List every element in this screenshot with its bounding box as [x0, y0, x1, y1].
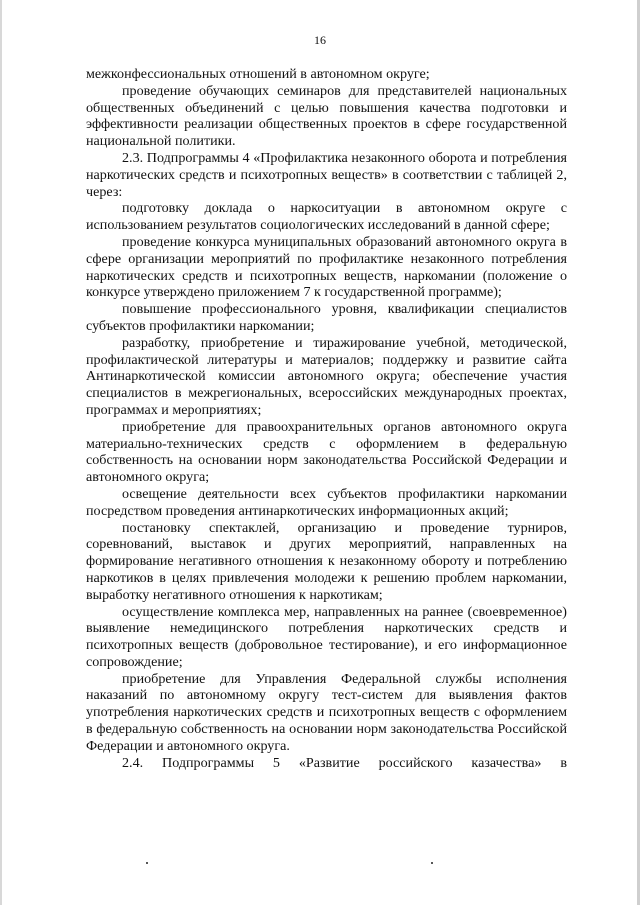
paragraph: приобретение для правоохранительных органов автономного округа материально-технических средств с оформлением в федеральную собственность на основании норм законодательства Российской Федерации и автономного округа; [86, 418, 567, 486]
scan-speck [431, 862, 433, 864]
paragraph: освещение деятельности всех субъектов профилактики наркомании посредством проведения антинаркотических информационных акций; [86, 485, 567, 519]
page-number: 16 [314, 33, 326, 47]
paragraph: подготовку доклада о наркоситуации в автономном округе с использованием результатов социологических исследований в данной сфере; [86, 200, 567, 234]
paragraph: проведение обучающих семинаров для представителей национальных общественных объединений с целью повышения качества подготовки и эффективности реализации общественных проектов в сфере государственной национальной политики. [86, 82, 567, 150]
paragraph: постановку спектаклей, организацию и проведение турниров, соревнований, выставок и других мероприятий, направленных на формирование негативного отношения к незаконному обороту и потреблению наркотиков в целях привлечения молодежи к решению проблем наркомании, выработку негативного отношения к наркотикам; [86, 519, 567, 603]
paragraph: разработку, приобретение и тиражирование учебной, методической, профилактической литературы и материалов; поддержку и развитие сайта Антинаркотической комиссии автономного округа; обеспечение участия специалистов в межрегиональных, всероссийских международных проектах, программах и мероприятиях; [86, 334, 567, 418]
document-body [86, 66, 567, 771]
scan-edge-left [0, 0, 2, 905]
paragraph: осуществление комплекса мер, направленных на раннее (своевременное) выявление немедицинского потребления наркотических средств и психотропных веществ (добровольное тестирование), и его информационное сопровождение; [86, 603, 567, 670]
paragraph: 2.4. Подпрограммы 5 «Развитие российского казачества» в [122, 754, 567, 771]
paragraph: повышение профессионального уровня, квалификации специалистов субъектов профилактики наркомании; [86, 301, 567, 334]
paragraph: проведение конкурса муниципальных образований автономного округа в сфере организации мероприятий по профилактике незаконного потребления наркотических средств и психотропных веществ, наркомании (положение о конкурсе утверждено приложением 7 к государственной программе); [86, 233, 567, 301]
scan-speck [146, 862, 148, 864]
paragraph: 2.3. Подпрограммы 4 «Профилактика незаконного оборота и потребления наркотических средств и психотропных веществ» в соответствии с таблицей 2, через: [86, 149, 567, 200]
paragraph: приобретение для Управления Федеральной службы исполнения наказаний по автономному округу тест-систем для выявления фактов употребления наркотических средств и психотропных веществ с оформлением в федеральную собственность на основании норм законодательства Российской Федерации и автономного округа. [86, 670, 567, 754]
paragraph: межконфессиональных отношений в автономном округе; [86, 66, 430, 82]
